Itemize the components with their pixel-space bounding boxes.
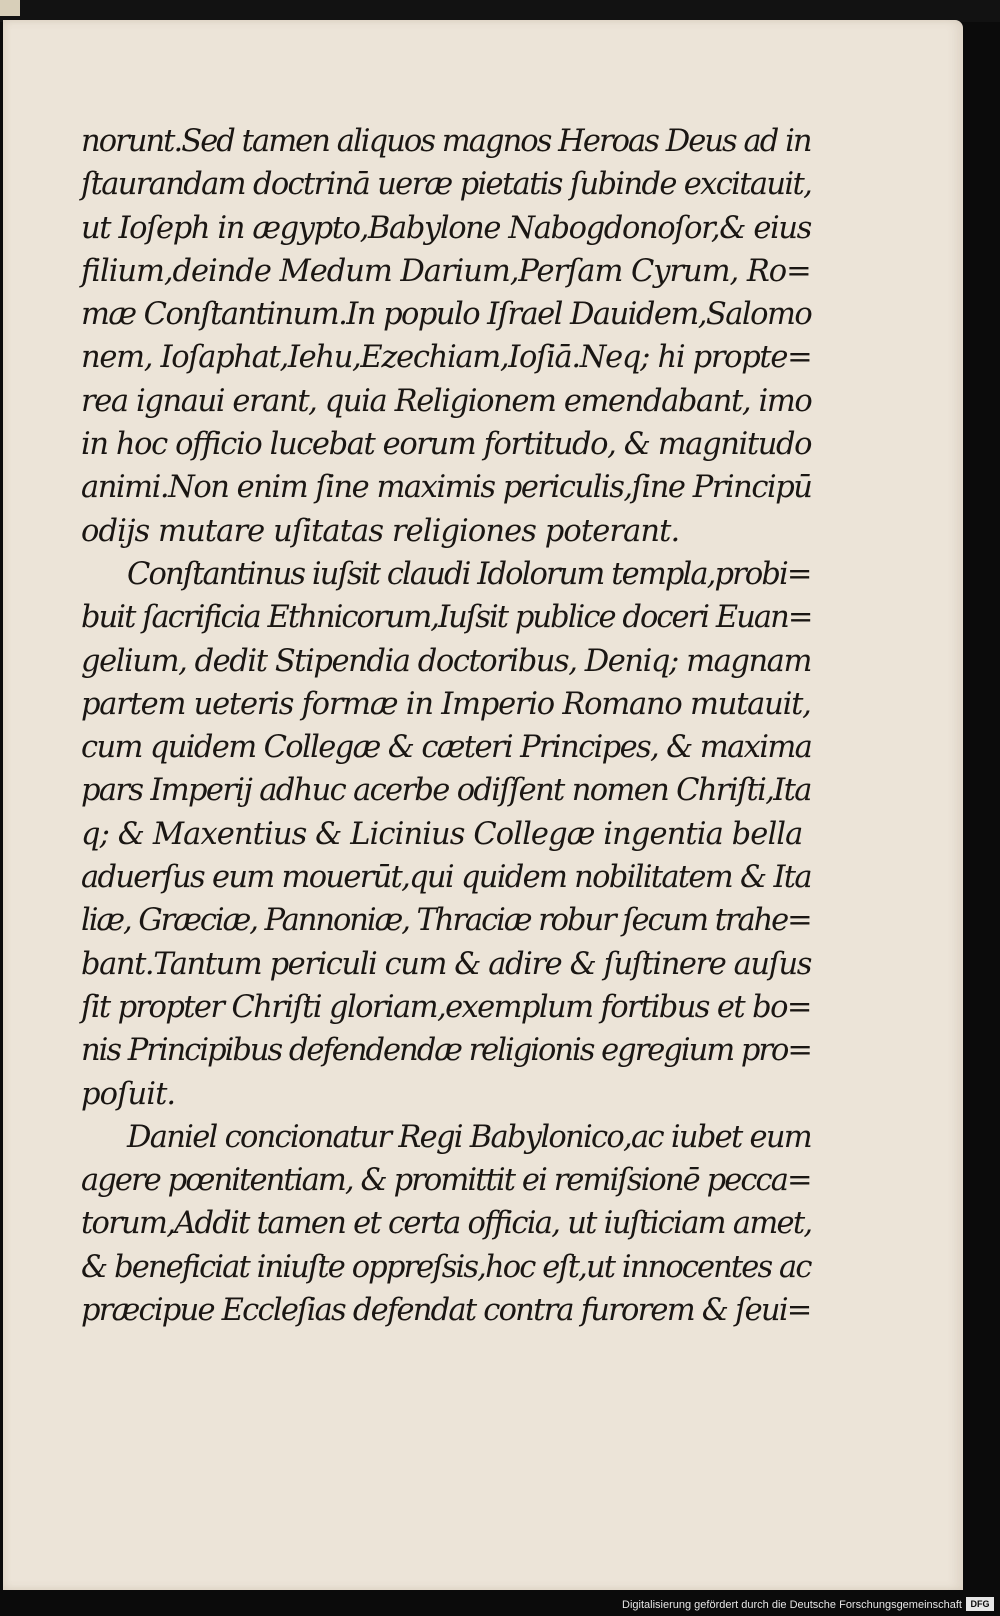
text-line: poſuit. [81,1076,176,1112]
text-line: buit ſacrificia Ethnicorum,Iuſsit publice doceri Euan= [81,600,812,636]
text-line: filium,deinde Medum Darium,Perſam Cyrum, Ro= [81,253,811,289]
text-line: partem ueteris formæ in Imperio Romano mutauit, [81,686,811,722]
paragraph-3 [81,1116,811,1332]
text-line: norunt.Sed tamen aliquos magnos Heroas Deus ad in [81,124,811,159]
paragraph-2 [81,553,811,1116]
text-line: nem, Ioſaphat,Iehu,Ezechiam,Ioſiā.Neq; hi propte= [81,340,812,376]
paragraph-1 [81,120,811,553]
text-line: gelium, dedit Stipendia doctoribus, Deniq; magnam [81,643,811,679]
dfg-logo-icon: DFG [966,1597,994,1611]
text-line: præcipue Eccleſias defendat contra furorem & ſeui= [81,1293,811,1329]
text-line: nis Principibus defendendæ religionis egregium pro= [81,1033,811,1069]
text-line: rea ignaui erant, quia Religionem emendabant, imo [81,383,812,419]
text-line: ſtaurandam doctrinā ueræ pietatis ſubinde excitauit, [81,167,812,203]
page-edge-tab [0,0,20,16]
text-line: pars Imperij adhuc acerbe odiſſent nomen Chriſti,Ita [81,773,811,809]
text-line: ſit propter Chriſti gloriam,exemplum fortibus et bo= [81,989,811,1025]
text-line: aduerſus eum mouerūt,qui quidem nobilitatem & Ita [81,860,811,896]
text-line: mæ Conſtantinum.In populo Iſrael Dauidem,Salomo [81,297,812,333]
footer-credit: Digitalisierung gefördert durch die Deutsche Forschungsgemeinschaft [622,1599,962,1611]
book-page [3,20,963,1590]
page-text [81,120,811,1332]
text-line: Daniel concionatur Regi Babylonico,ac iubet eum [127,1119,812,1155]
text-line: Conſtantinus iuſsit claudi Idolorum templa,probi= [127,556,811,592]
text-line: odijs mutare uſitatas religiones poterant. [81,513,680,549]
text-line: & beneficiat iniuſte oppreſsis,hoc eſt,ut innocentes ac [81,1249,811,1285]
text-line: agere pœnitentiam, & promittit ei remiſsionē pecca= [81,1163,811,1199]
text-line: torum,Addit tamen et certa officia, ut iuſticiam amet, [81,1206,812,1242]
text-line: liæ, Græciæ, Pannoniæ, Thraciæ robur ſecum trahe= [81,903,811,939]
text-line: bant.Tantum periculi cum & adire & ſuſtinere auſus [81,946,811,982]
text-line: in hoc officio lucebat eorum fortitudo, & magnitudo [81,427,812,463]
text-line: animi.Non enim ſine maximis periculis,ſine Principū [81,470,812,506]
text-line: ut Ioſeph in ægypto,Babylone Nabogdonoſor,& eius [81,210,811,246]
text-line: q; & Maxentius & Licinius Collegæ ingentia bella [81,816,803,852]
text-line: cum quidem Collegæ & cæteri Principes, & maxima [81,730,812,766]
scanner-background-top [0,0,1000,22]
